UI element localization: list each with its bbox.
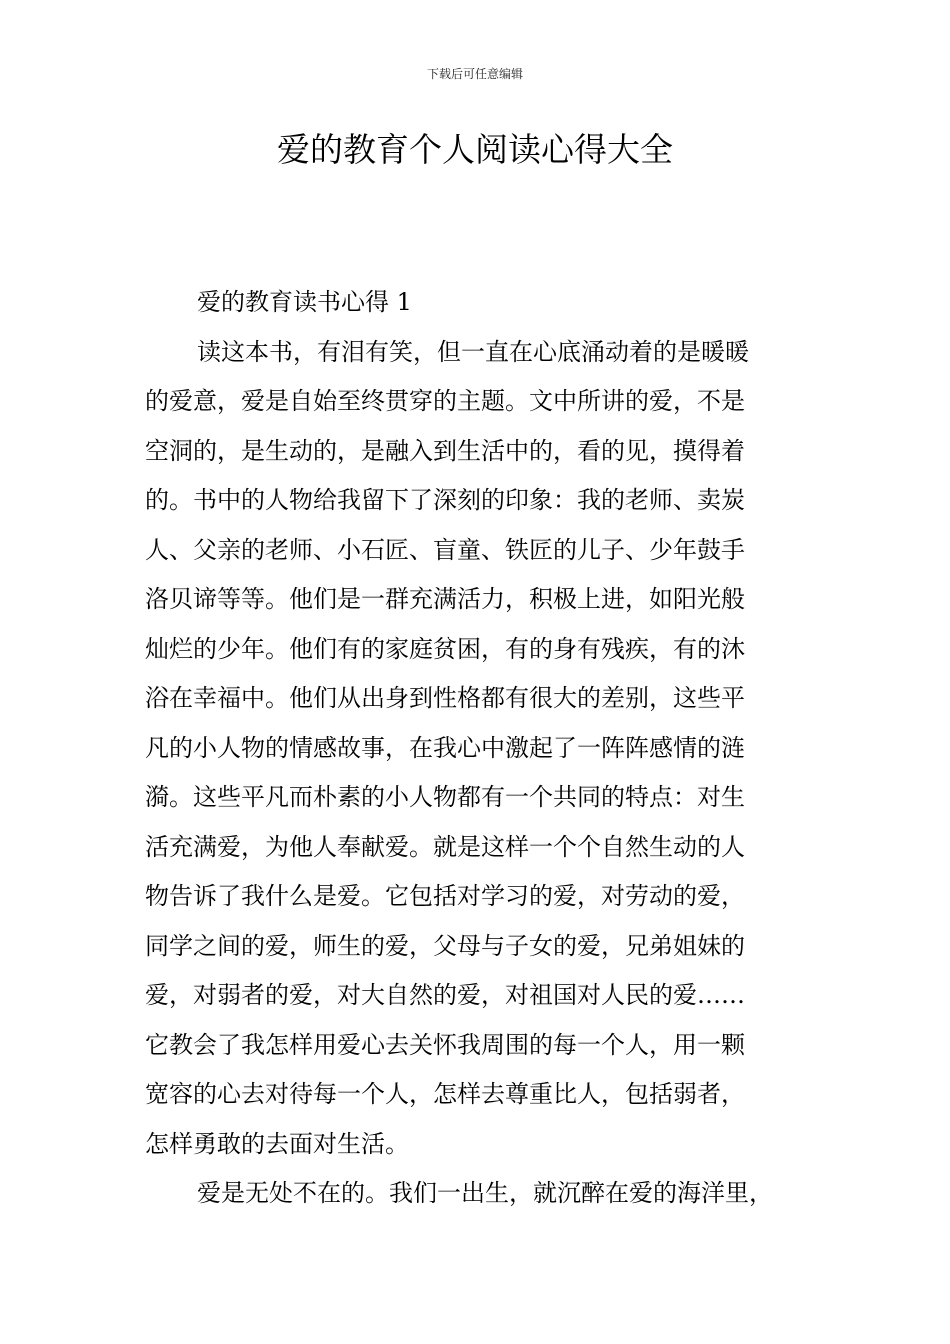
paragraph-line: 爱，对弱者的爱，对大自然的爱，对祖国对人民的爱……: [145, 981, 745, 1009]
paragraph-line: 同学之间的爱，师生的爱，父母与子女的爱，兄弟姐妹的: [145, 931, 745, 960]
paragraph-line: 的。书中的人物给我留下了深刻的印象：我的老师、卖炭: [145, 486, 745, 514]
paragraph-line: 浴在幸福中。他们从出身到性格都有很大的差别，这些平: [145, 684, 745, 712]
paragraph-line: 凡的小人物的情感故事，在我心中激起了一阵阵感情的涟: [145, 733, 745, 762]
document-title: 爱的教育个人阅读心得大全: [277, 130, 673, 169]
paragraph-line: 它教会了我怎样用爱心去关怀我周围的每一个人，用一颗: [145, 1030, 745, 1059]
paragraph-line: 宽容的心去对待每一个人，怎样去尊重比人，包括弱者，: [145, 1080, 745, 1108]
paragraph-line: 人、父亲的老师、小石匠、盲童、铁匠的儿子、少年鼓手: [145, 535, 745, 564]
paragraph-line: 空洞的，是生动的，是融入到生活中的，看的见，摸得着: [145, 436, 745, 465]
paragraph-1: [145, 328, 807, 1170]
paragraph-line: 物告诉了我什么是爱。它包括对学习的爱，对劳动的爱，: [145, 882, 745, 910]
paragraph-line: 读这本书，有泪有笑，但一直在心底涌动着的是暖暖: [197, 337, 749, 366]
paragraph-line: 的爱意，爱是自始至终贯穿的主题。文中所讲的爱，不是: [145, 387, 745, 415]
section-heading: 爱的教育读书心得 1: [197, 288, 412, 316]
paragraph-line: 活充满爱，为他人奉献爱。就是这样一个个自然生动的人: [145, 832, 745, 861]
paragraph-line: 怎样勇敢的去面对生活。: [145, 1129, 409, 1158]
paragraph-line: 灿烂的少年。他们有的家庭贫困，有的身有残疾，有的沐: [145, 634, 745, 663]
paragraph-line: 洛贝谛等等。他们是一群充满活力，积极上进，如阳光般: [145, 585, 745, 613]
document-body: [145, 278, 807, 1219]
page-header-note: 下载后可任意编辑: [426, 67, 523, 81]
paragraph-line: 漪。这些平凡而朴素的小人物都有一个共同的特点：对生: [145, 783, 745, 811]
paragraph-2: [145, 1169, 807, 1219]
paragraph-line: 爱是无处不在的。我们一出生，就沉醉在爱的海洋里，: [197, 1179, 773, 1207]
